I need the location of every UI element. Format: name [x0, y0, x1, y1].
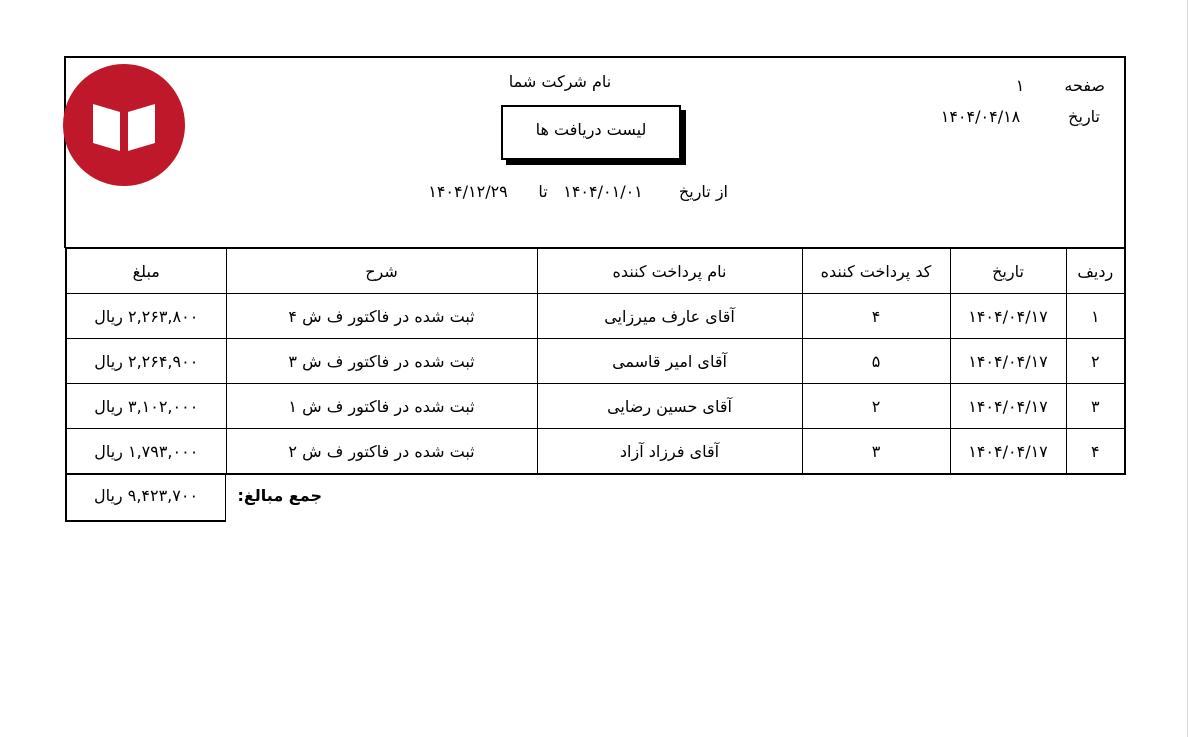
description-cell: ثبت شده در فاکتور ف ش ۴ [226, 294, 537, 339]
payer-name-cell: آقای امیر قاسمی [537, 339, 802, 384]
page-label: صفحه [1064, 76, 1105, 95]
date-cell: ۱۴۰۴/۰۴/۱۷ [950, 294, 1066, 339]
table-row [66, 429, 1125, 475]
payer-code-cell: ۴ [802, 294, 950, 339]
print-date-value: ۱۴۰۴/۰۴/۱۸ [940, 107, 1021, 126]
payer-code-cell: ۵ [802, 339, 950, 384]
date-cell: ۱۴۰۴/۰۴/۱۷ [950, 384, 1066, 429]
header-frame-right [1124, 56, 1126, 248]
description-cell: ثبت شده در فاکتور ف ش ۱ [226, 384, 537, 429]
column-header-row-number: ردیف [1066, 248, 1125, 294]
column-header-payer-code: کد پرداخت کننده [802, 248, 950, 294]
receipts-table [65, 247, 1126, 475]
table-row [66, 384, 1125, 429]
to-date-label: تا [538, 182, 548, 201]
amount-cell: ۲,۲۶۳,۸۰۰ ریال [66, 294, 226, 339]
table-row [66, 294, 1125, 339]
payer-name-cell: آقای فرزاد آزاد [537, 429, 802, 475]
total-amount-box [65, 474, 226, 522]
row-number-cell: ۱ [1066, 294, 1125, 339]
to-date-value: ۱۴۰۴/۱۲/۲۹ [428, 182, 508, 201]
total-amount-label: جمع مبالغ: [237, 486, 322, 505]
description-cell: ثبت شده در فاکتور ف ش ۲ [226, 429, 537, 475]
payer-code-cell: ۳ [802, 429, 950, 475]
payer-code-cell: ۲ [802, 384, 950, 429]
column-header-date: تاریخ [950, 248, 1066, 294]
table-header-row [66, 248, 1125, 294]
row-number-cell: ۳ [1066, 384, 1125, 429]
amount-cell: ۱,۷۹۳,۰۰۰ ریال [66, 429, 226, 475]
report-title-box [501, 105, 681, 160]
from-date-value: ۱۴۰۴/۰۱/۰۱ [563, 182, 643, 201]
open-book-icon [63, 64, 185, 186]
table-row [66, 339, 1125, 384]
column-header-description: شرح [226, 248, 537, 294]
page-number: ۱ [1015, 76, 1025, 95]
header-frame-top [64, 56, 1126, 58]
column-header-amount: مبلغ [66, 248, 226, 294]
date-cell: ۱۴۰۴/۰۴/۱۷ [950, 339, 1066, 384]
row-number-cell: ۴ [1066, 429, 1125, 475]
row-number-cell: ۲ [1066, 339, 1125, 384]
from-date-label: از تاریخ [678, 182, 728, 201]
print-date-label: تاریخ [1068, 107, 1100, 126]
amount-cell: ۳,۱۰۲,۰۰۰ ریال [66, 384, 226, 429]
page-edge [1187, 0, 1188, 737]
payer-name-cell: آقای حسین رضایی [537, 384, 802, 429]
description-cell: ثبت شده در فاکتور ف ش ۳ [226, 339, 537, 384]
date-cell: ۱۴۰۴/۰۴/۱۷ [950, 429, 1066, 475]
column-header-payer-name: نام پرداخت کننده [537, 248, 802, 294]
company-logo [63, 64, 185, 186]
total-amount-value: ۹,۴۲۳,۷۰۰ ریال [93, 486, 199, 505]
company-name: نام شرکت شما [508, 72, 612, 91]
amount-cell: ۲,۲۶۴,۹۰۰ ریال [66, 339, 226, 384]
report-title: لیست دریافت ها [535, 120, 647, 139]
payer-name-cell: آقای عارف میرزایی [537, 294, 802, 339]
